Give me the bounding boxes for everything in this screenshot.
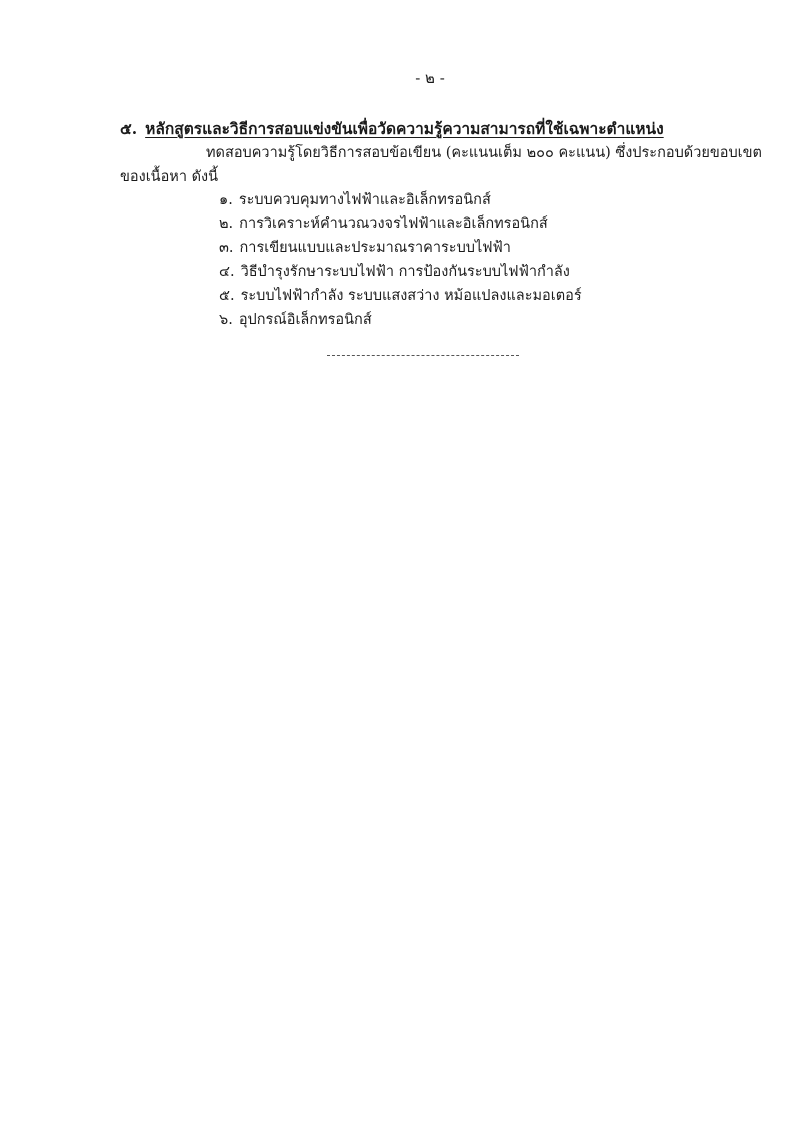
section-title: หลักสูตรและวิธีการสอบแข่งขันเพื่อวัดความรู้ความสามารถที่ใช้เฉพาะตำแหน่ง (145, 119, 664, 138)
topic-text: ระบบไฟฟ้ากำลัง ระบบแสงสว่าง หม้อแปลงและมอเตอร์ (240, 288, 582, 304)
section-heading (120, 116, 664, 141)
topic-text: วิธีบำรุงรักษาระบบไฟฟ้า การป้องกันระบบไฟฟ้ากำลัง (240, 264, 570, 280)
topic-number: ๔. (219, 264, 235, 280)
list-item (219, 212, 582, 236)
list-item (219, 308, 582, 332)
topic-number: ๖. (219, 312, 233, 328)
list-item (219, 236, 582, 260)
topic-list (219, 188, 582, 332)
intro-paragraph-line-2: ของเนื้อหา ดังนี้ (120, 169, 218, 185)
topic-number: ๕. (219, 288, 235, 304)
list-item (219, 188, 582, 212)
topic-number: ๑. (219, 192, 233, 208)
list-item (219, 260, 582, 284)
end-of-section-divider (327, 355, 519, 356)
topic-number: ๒. (219, 216, 234, 232)
topic-number: ๓. (219, 240, 234, 256)
list-item (219, 284, 582, 308)
intro-paragraph-line-1: ทดสอบความรู้โดยวิธีการสอบข้อเขียน (คะแนนเต็ม ๒๐๐ คะแนน) ซึ่งประกอบด้วยขอบเขต (206, 145, 762, 161)
topic-text: การเขียนแบบและประมาณราคาระบบไฟฟ้า (239, 240, 511, 256)
topic-text: อุปกรณ์อิเล็กทรอนิกส์ (238, 312, 372, 328)
topic-text: การวิเคราะห์คำนวณวงจรไฟฟ้าและอิเล็กทรอนิกส์ (239, 216, 548, 232)
topic-text: ระบบควบคุมทางไฟฟ้าและอิเล็กทรอนิกส์ (238, 192, 491, 208)
section-number: ๕. (120, 119, 138, 138)
page-number: - ๒ - (415, 69, 445, 87)
